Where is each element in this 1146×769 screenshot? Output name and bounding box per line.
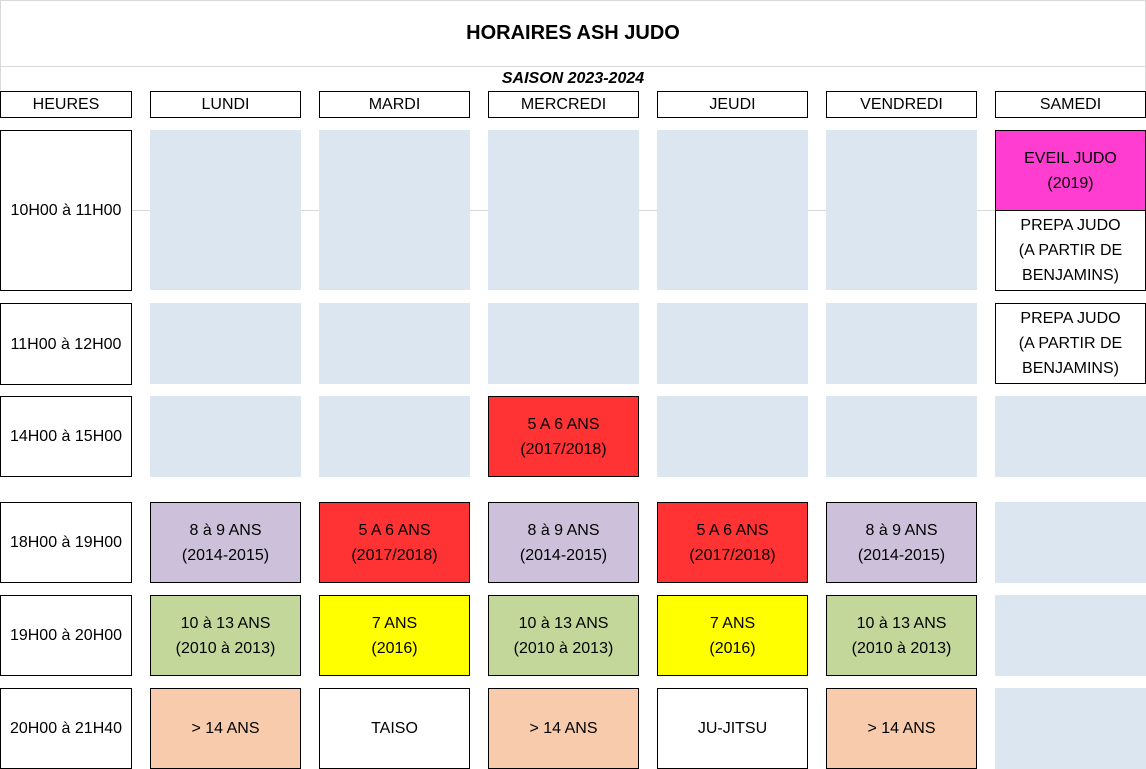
class-eveil-judo bbox=[995, 130, 1146, 211]
class-name: PREPA JUDO bbox=[1020, 217, 1121, 234]
class-name: 7 ANS bbox=[709, 614, 756, 632]
class-name: 8 à 9 ANS bbox=[865, 521, 938, 539]
class-name: 10 à 13 ANS bbox=[518, 614, 609, 632]
slot-lundi-11h bbox=[150, 303, 301, 384]
header-mercredi: MERCREDI bbox=[488, 91, 639, 118]
class-5-6-ans-jeudi bbox=[657, 502, 808, 583]
page-title: HORAIRES ASH JUDO bbox=[466, 22, 680, 44]
slot-lundi-14h bbox=[150, 396, 301, 477]
slot-mercredi-11h bbox=[488, 303, 639, 384]
slot-jeudi-14h bbox=[657, 396, 808, 477]
slot-vendredi-10h bbox=[826, 130, 977, 290]
time-11h-12h: 11H00 à 12H00 bbox=[0, 303, 132, 385]
class-name: 8 à 9 ANS bbox=[189, 521, 262, 539]
class-14-ans-lundi: > 14 ANS bbox=[150, 688, 301, 769]
slot-mardi-14h bbox=[319, 396, 470, 477]
header-heures: HEURES bbox=[0, 91, 132, 118]
class-year: (2017/2018) bbox=[520, 440, 607, 458]
class-taiso-mardi: TAISO bbox=[319, 688, 470, 769]
class-prepa-judo-11h bbox=[995, 303, 1146, 384]
class-14-ans-vendredi: > 14 ANS bbox=[826, 688, 977, 769]
class-year: (2016) bbox=[371, 639, 418, 657]
slot-samedi-18h bbox=[995, 502, 1146, 583]
class-year: (2019) bbox=[1047, 174, 1094, 192]
time-19h-20h: 19H00 à 20H00 bbox=[0, 595, 132, 676]
class-year: (2017/2018) bbox=[689, 546, 776, 564]
slot-samedi-14h bbox=[995, 396, 1146, 477]
header-jeudi: JEUDI bbox=[657, 91, 808, 118]
class-year: (2010 à 2013) bbox=[175, 639, 276, 657]
class-year: (2014-2015) bbox=[857, 546, 946, 564]
class-10-13-ans-mercredi bbox=[488, 595, 639, 676]
class-name: 5 A 6 ANS bbox=[696, 521, 769, 539]
time-14h-15h: 14H00 à 15H00 bbox=[0, 396, 132, 477]
slot-mardi-11h bbox=[319, 303, 470, 384]
time-18h-19h: 18H00 à 19H00 bbox=[0, 502, 132, 583]
class-year: (2010 à 2013) bbox=[851, 639, 952, 657]
class-detail: (A PARTIR DE bbox=[1018, 242, 1123, 259]
slot-vendredi-14h bbox=[826, 396, 977, 477]
class-14-ans-mercredi: > 14 ANS bbox=[488, 688, 639, 769]
class-8-9-ans-vendredi bbox=[826, 502, 977, 583]
class-name: 7 ANS bbox=[371, 614, 418, 632]
time-10h-11h: 10H00 à 11H00 bbox=[0, 130, 132, 291]
class-year: (2014-2015) bbox=[519, 546, 608, 564]
slot-samedi-19h bbox=[995, 595, 1146, 676]
slot-vendredi-11h bbox=[826, 303, 977, 384]
class-8-9-ans-mercredi bbox=[488, 502, 639, 583]
class-detail: BENJAMINS) bbox=[1022, 360, 1119, 377]
class-year: (2017/2018) bbox=[351, 546, 438, 564]
season-label: SAISON 2023-2024 bbox=[501, 70, 645, 87]
class-detail: BENJAMINS) bbox=[1022, 267, 1119, 284]
class-detail: (A PARTIR DE bbox=[1018, 335, 1123, 352]
class-5-6-ans-mardi bbox=[319, 502, 470, 583]
class-name: 5 A 6 ANS bbox=[358, 521, 431, 539]
class-10-13-ans-lundi bbox=[150, 595, 301, 676]
class-name: 8 à 9 ANS bbox=[527, 521, 600, 539]
slot-lundi-10h bbox=[150, 130, 301, 290]
time-20h-21h40: 20H00 à 21H40 bbox=[0, 688, 132, 769]
slot-mercredi-10h bbox=[488, 130, 639, 290]
class-5-6-ans-mercredi-14h bbox=[488, 396, 639, 477]
slot-mardi-10h bbox=[319, 130, 470, 290]
class-7-ans-jeudi bbox=[657, 595, 808, 676]
class-name: 5 A 6 ANS bbox=[527, 415, 600, 433]
class-10-13-ans-vendredi bbox=[826, 595, 977, 676]
class-7-ans-mardi bbox=[319, 595, 470, 676]
class-name: 10 à 13 ANS bbox=[856, 614, 947, 632]
header-mardi: MARDI bbox=[319, 91, 470, 118]
class-year: (2010 à 2013) bbox=[513, 639, 614, 657]
header-lundi: LUNDI bbox=[150, 91, 301, 118]
class-year: (2016) bbox=[709, 639, 756, 657]
class-year: (2014-2015) bbox=[181, 546, 270, 564]
header-samedi: SAMEDI bbox=[995, 91, 1146, 118]
class-name: 10 à 13 ANS bbox=[180, 614, 271, 632]
class-8-9-ans-lundi bbox=[150, 502, 301, 583]
class-name: PREPA JUDO bbox=[1020, 310, 1121, 327]
slot-samedi-20h bbox=[995, 688, 1146, 769]
slot-jeudi-11h bbox=[657, 303, 808, 384]
slot-jeudi-10h bbox=[657, 130, 808, 290]
class-prepa-judo-10h bbox=[995, 210, 1146, 291]
header-vendredi: VENDREDI bbox=[826, 91, 977, 118]
class-jujitsu-jeudi: JU-JITSU bbox=[657, 688, 808, 769]
class-name: EVEIL JUDO bbox=[1024, 149, 1117, 167]
